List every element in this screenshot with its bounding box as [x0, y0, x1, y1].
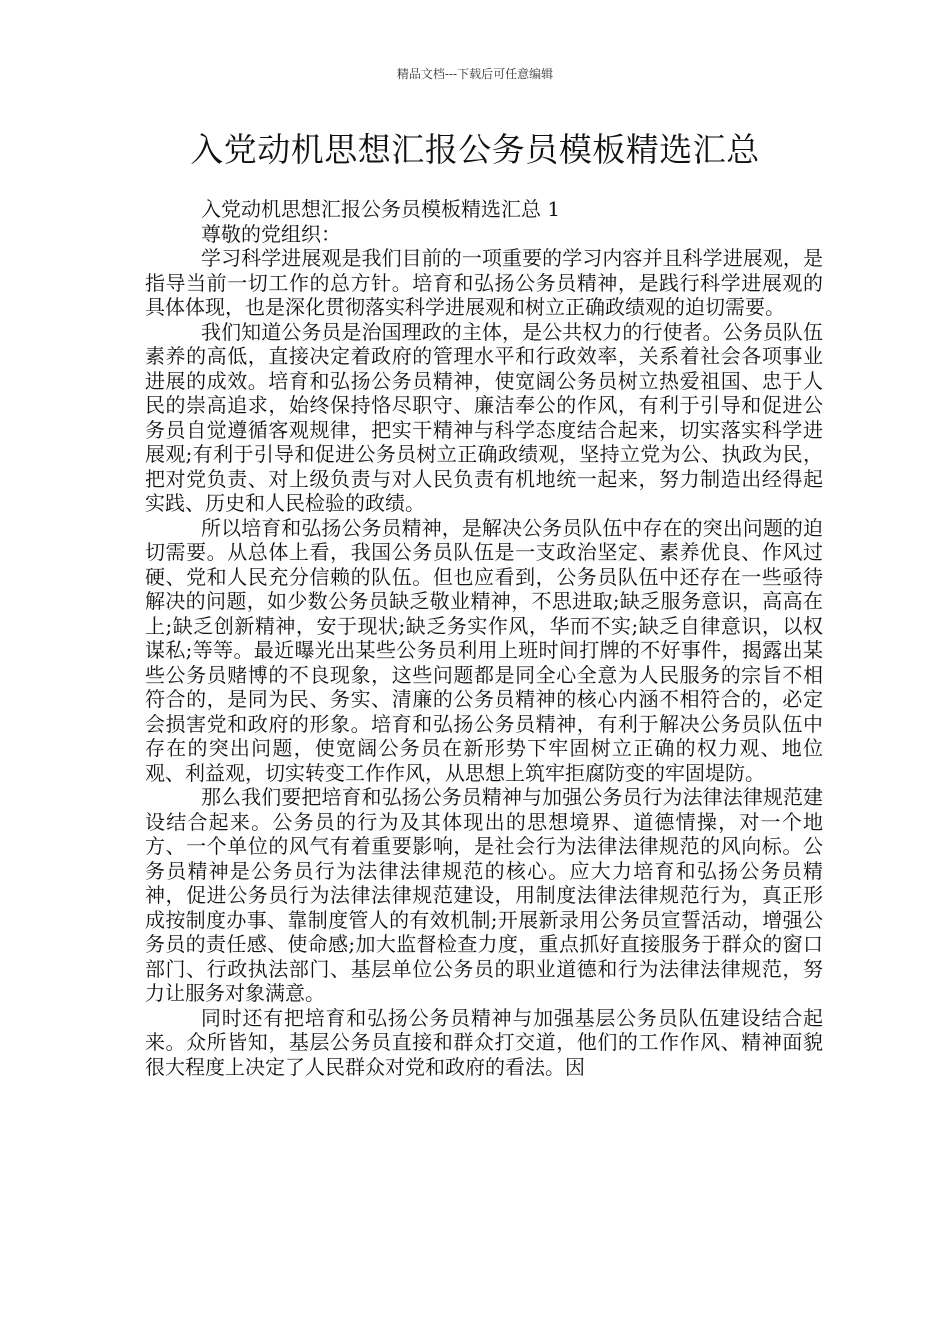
paragraph: 学习科学进展观是我们目前的一项重要的学习内容并且科学进展观，是指导当前一切工作的总方针。培育和弘扬公务员精神，是践行科学进展观的具体体现，也是深化贯彻落实科学进展观和树立正确政绩观的迫切需要。 [145, 246, 823, 319]
paragraph: 那么我们要把培育和弘扬公务员精神与加强公务员行为法律法律规范建设结合起来。公务员的行为及其体现出的思想境界、道德情操，对一个地方、一个单位的风气有着重要影响，是社会行为法律法律规范的风向标。公务员精神是公务员行为法律法律规范的核心。应大力培育和弘扬公务员精神，促进公务员行为法律法律规范建设，用制度法律法律规范行为，真正形成按制度办事、靠制度管人的有效机制;开展新录用公务员宣誓活动，增强公务员的责任感、使命感;加大监督检查力度，重点抓好直接服务于群众的窗口部门、行政执法部门、基层单位公务员的职业道德和行为法律法律规范，努力让服务对象满意。 [145, 785, 823, 1005]
paragraph: 所以培育和弘扬公务员精神，是解决公务员队伍中存在的突出问题的迫切需要。从总体上看，我国公务员队伍是一支政治坚定、素养优良、作风过硬、党和人民充分信赖的队伍。但也应看到，公务员队伍中还存在一些亟待解决的问题，如少数公务员缺乏敬业精神，不思进取;缺乏服务意识，高高在上;缺乏创新精神，安于现状;缺乏务实作风，华而不实;缺乏自律意识，以权谋私;等等。最近曝光出某些公务员利用上班时间打牌的不好事件，揭露出某些公务员赌博的不良现象，这些问题都是同全心全意为人民服务的宗旨不相符合的，是同为民、务实、清廉的公务员精神的核心内涵不相符合的，必定会损害党和政府的形象。培育和弘扬公务员精神，有利于解决公务员队伍中存在的突出问题，使宽阔公务员在新形势下牢固树立正确的权力观、地位观、利益观，切实转变工作作风，从思想上筑牢拒腐防变的牢固堤防。 [145, 515, 823, 785]
page-header: 精品文档---下载后可任意编辑 [396, 67, 554, 81]
document-body [145, 197, 823, 1079]
salutation: 尊敬的党组织： [201, 221, 341, 246]
document-title: 入党动机思想汇报公务员模板精选汇总 [190, 130, 760, 169]
paragraph: 同时还有把培育和弘扬公务员精神与加强基层公务员队伍建设结合起来。众所皆知，基层公务员直接和群众打交道，他们的工作作风、精神面貌很大程度上决定了人民群众对党和政府的看法。因 [145, 1005, 823, 1079]
paragraph: 我们知道公务员是治国理政的主体，是公共权力的行使者。公务员队伍素养的高低，直接决定着政府的管理水平和行政效率，关系着社会各项事业进展的成效。培育和弘扬公务员精神，使宽阔公务员树立热爱祖国、忠于人民的崇高追求，始终保持恪尽职守、廉洁奉公的作风，有利于引导和促进公务员自觉遵循客观规律，把实干精神与科学态度结合起来，切实落实科学进展观;有利于引导和促进公务员树立正确政绩观，坚持立党为公、执政为民，把对党负责、对上级负责与对人民负责有机地统一起来，努力制造出经得起实践、历史和人民检验的政绩。 [145, 319, 823, 515]
document-subtitle: 入党动机思想汇报公务员模板精选汇总 1 [201, 197, 561, 221]
